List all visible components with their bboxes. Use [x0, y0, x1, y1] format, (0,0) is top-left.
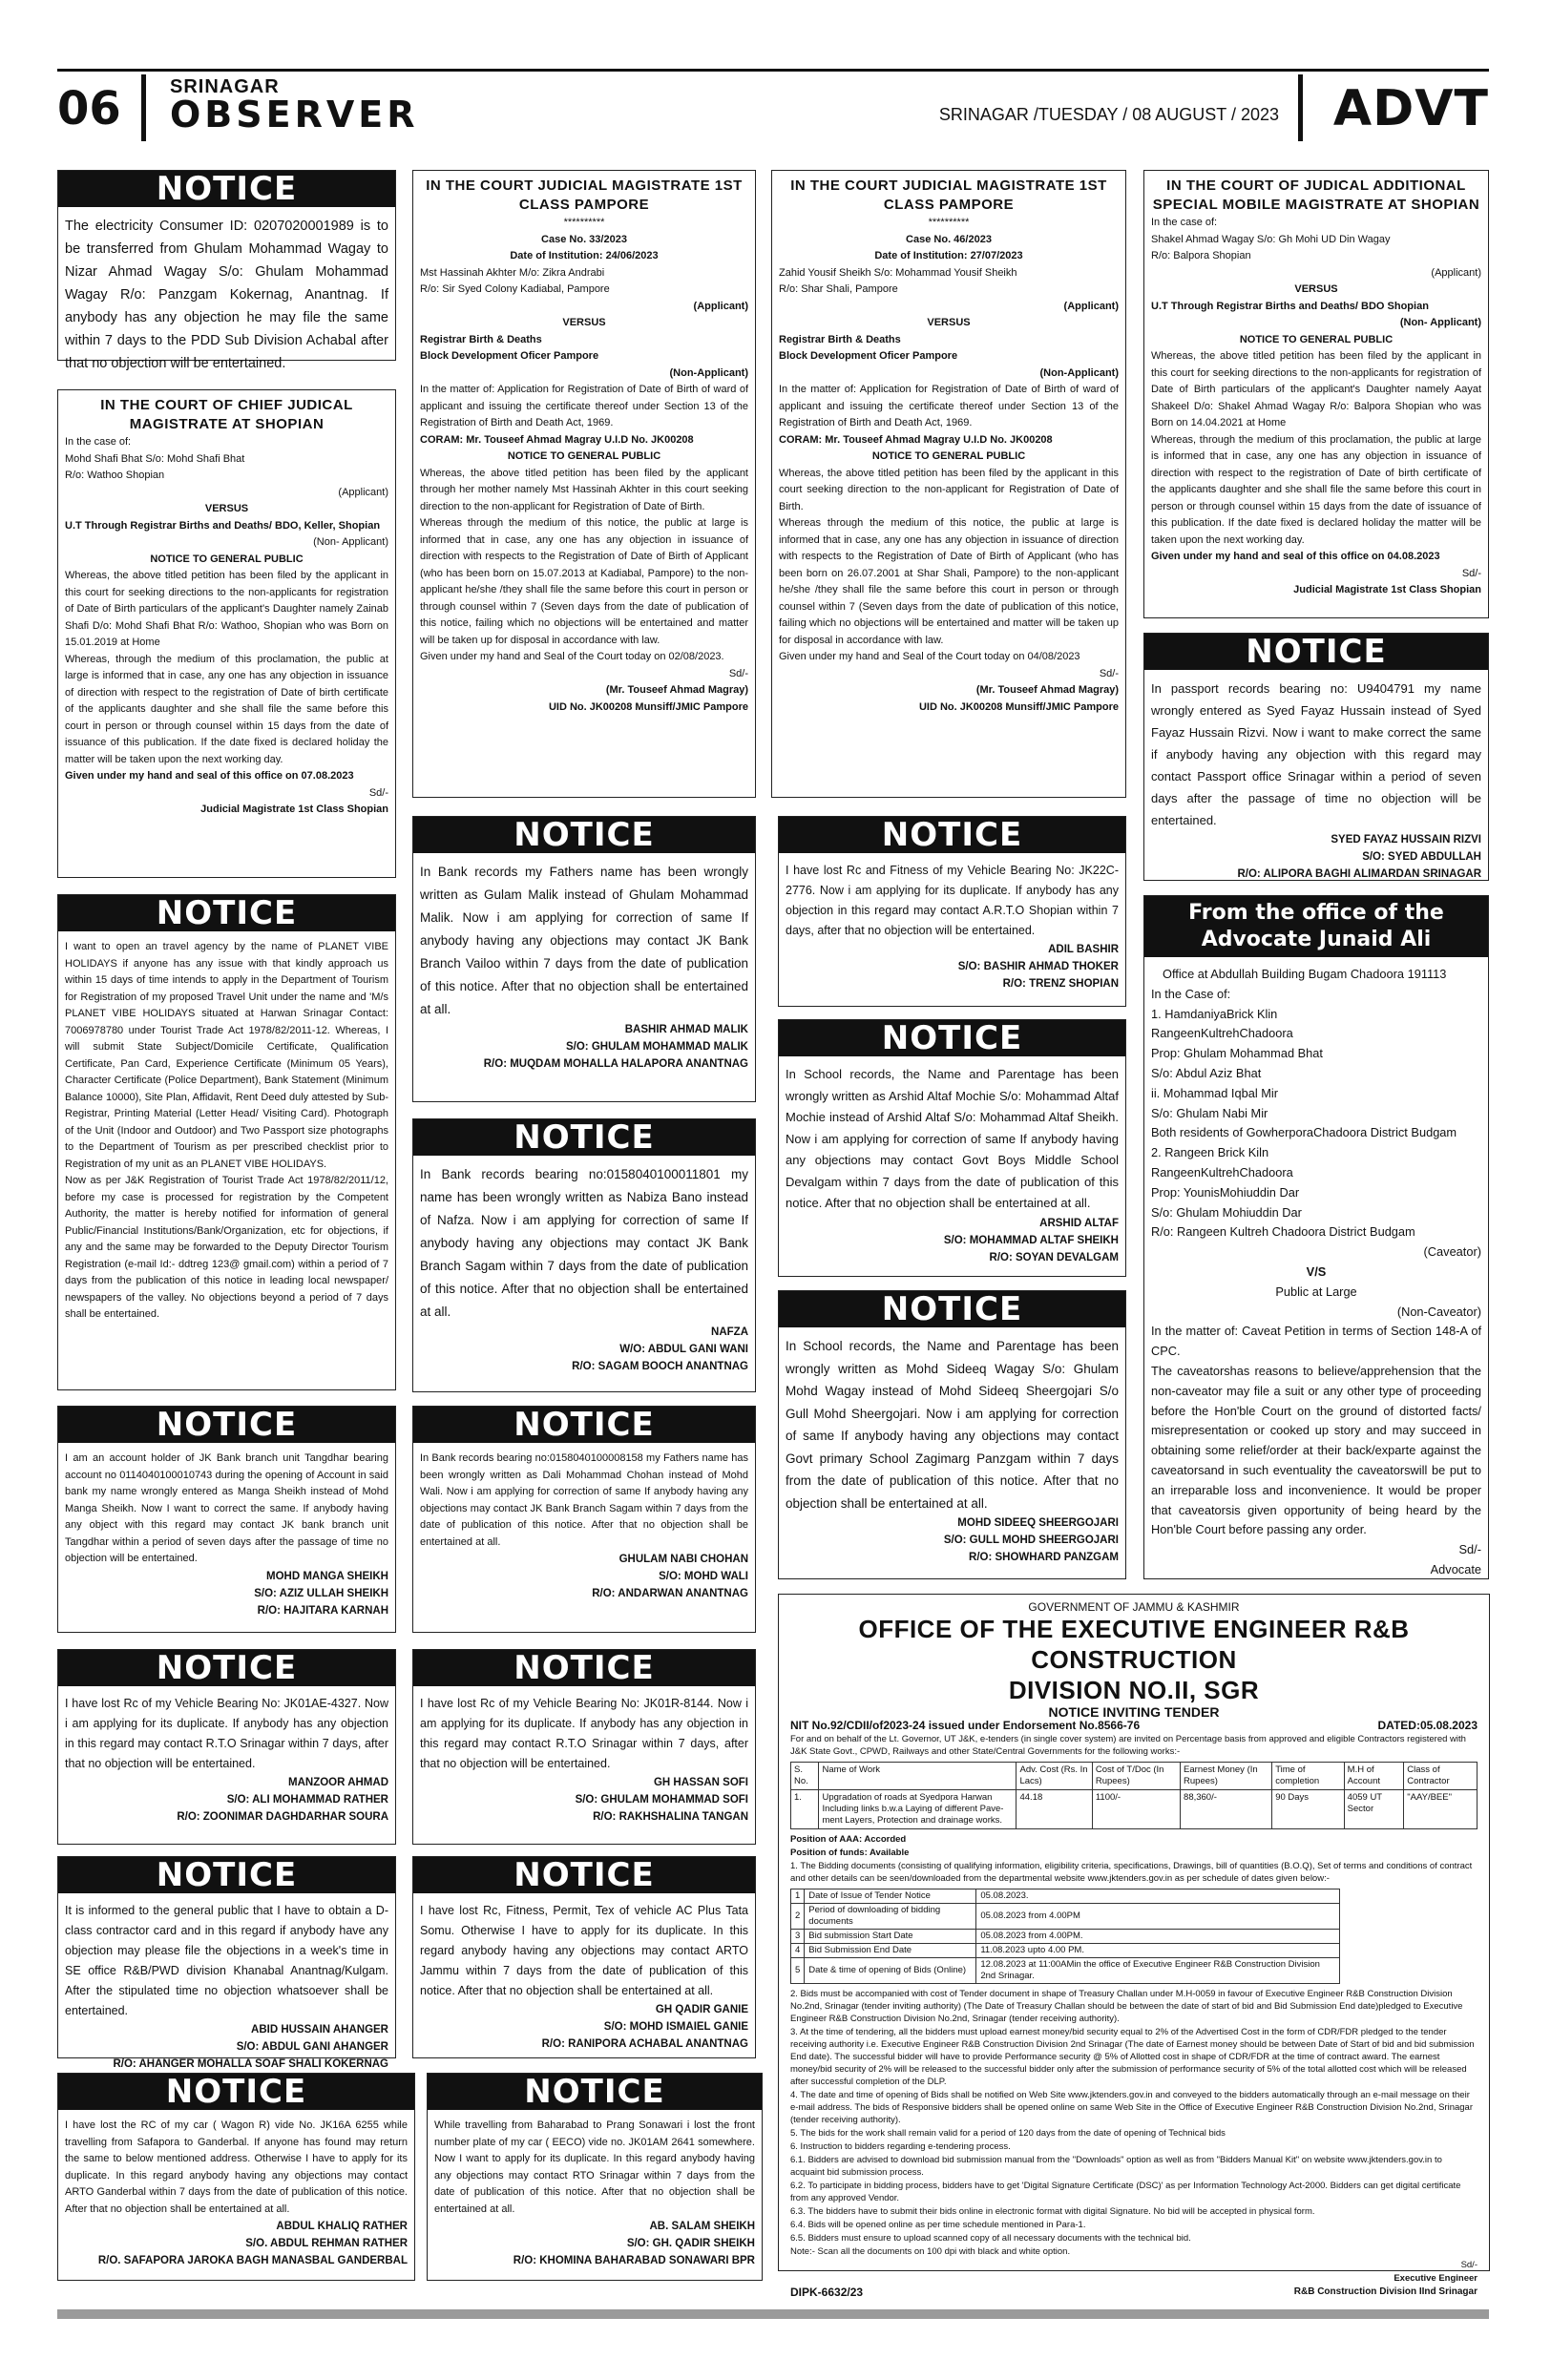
notice-title: NOTICE TO GENERAL PUBLIC [150, 553, 304, 565]
cell: Period of downloading of bidding documents [805, 1904, 976, 1930]
notice-heading: NOTICE [1144, 634, 1488, 670]
applicant-name: Shakel Ahmad Wagay S/o: Gh Mohi UD Din Wagay [1151, 233, 1391, 245]
signer-name: AB. SALAM SHEIKH [649, 2221, 755, 2232]
signer-parent: S/O: MOHAMMAD ALTAF SHEIKH [943, 1234, 1119, 1246]
notice-body: In Bank records bearing no:0158040100011801 my name has been wrongly written as Nabiza Bano instead of Nafza. Now i am applying for correction of same If anybody having any objections may contact JK Bank Branch Sagam within 7 days from the date of publication of this notice. After that no objection shall be entertained at all. [420, 1167, 748, 1319]
advocate-caveat-notice [1143, 895, 1489, 1579]
table-row [791, 1790, 1478, 1829]
notice-vehicle-docs [412, 1856, 756, 2058]
cell: 4059 UT Sector [1344, 1790, 1404, 1829]
court-title: IN THE COURT OF CHIEF JUDICAL MAGISTRATE AT SHOPIAN [100, 397, 353, 432]
advocate-office: Office at Abdullah Building Bugam Chadoora 191113 [1163, 967, 1447, 981]
public-label: Public at Large [1275, 1284, 1357, 1299]
signer-name: ABID HUSSAIN AHANGER [251, 2024, 388, 2036]
coram: CORAM: Mr. Touseef Ahmad Magray U.I.D No. JK00208 [779, 433, 1053, 446]
signature-block [65, 1568, 388, 1619]
col-header: Adv. Cost (Rs. In Lacs) [1017, 1763, 1092, 1790]
applicant-name: Mst Hassinah Akhter M/o: Zikra Andrabi [420, 266, 605, 279]
signature-block [786, 1215, 1119, 1266]
applicant-address: R/o: Wathoo Shopian [65, 470, 165, 481]
signature-block [434, 2218, 755, 2269]
tender-title: OFFICE OF THE EXECUTIVE ENGINEER R&B CONSTRUCTION [858, 1615, 1410, 1674]
cell: 11.08.2023 upto 4.00 PM. [976, 1944, 1340, 1958]
notice-body: I have lost Rc and Fitness of my Vehicle Bearing No: JK22C-2776. Now i am applying for its duplicate. If anybody has any objection in this regard may contact A.R.T.O Shopian within 7 days, after that no objection will be entertained. [786, 864, 1119, 937]
clause: 6.5. Bidders must ensure to upload scanned copy of all necessary documents with the technical bid. [790, 2233, 1191, 2244]
signer-parent: S/O: MOHD WALI [659, 1571, 748, 1582]
signer-name: ARSHID ALTAF [1039, 1217, 1119, 1229]
signer-address: R/O: ANDARWAN ANANTNAG [592, 1588, 748, 1599]
signer-address: R/O: AHANGER MOHALLA SOAF SHALI KOKERNAG [113, 2058, 388, 2070]
position-aaa: Position of AAA: Accorded [790, 1834, 907, 1845]
institution-date: Date of Institution: 27/07/2023 [874, 250, 1023, 261]
signatory: Judicial Magistrate 1st Class Shopian [1293, 584, 1481, 595]
tender-note: Note:- Scan all the documents on 100 dpi with black and white option. [790, 2246, 1071, 2257]
signature-sd: Sd/- [368, 786, 388, 799]
signer-address: R/O: SHOWHARD PANZGAM [969, 1552, 1119, 1563]
court-title: IN THE COURT JUDICIAL MAGISTRATE 1ST CLASS PAMPORE [790, 177, 1107, 213]
applicant-label: (Applicant) [1431, 266, 1481, 279]
signer-parent: S/O: ABDUL GANI AHANGER [236, 2041, 388, 2053]
court-paragraph: Whereas through the medium of this notice, the public at large is informed that in case, any one has any objection in issuance of direction with respects to the Registration of Date of Birth of Applicant (who has been born on 15.07.2013 at Kadiabal, Pampore) to the non-applicant he/she /they shall file the same before this court in person or through counsel within 7 (Seven days from the date of publication of this notice, failing which no objections will be entertained and matter will be taken up for disposal in accordance with law. [420, 517, 748, 646]
signer-address: R/O. SAFAPORA JAROKA BAGH MANASBAL GANDERBAL [97, 2255, 408, 2266]
matter: In the matter of: Application for Registration of Date of Birth of ward of applicant and issuing the certificate thereof under Section 13 of the Registration of Birth and Death Act, 1969. [420, 384, 748, 428]
notice-body: Now as per J&K Registration of Tourist Trade Act 1978/82/2011/12, before my case is processed for registration by the Competent Authority, the matter is hereby notified for information of general Public/Financial Institutions/Bank/Organization, etc for objections, if any and the same may be forwarded to the Deputy Director Tourism Registration (e-mail Id:- ddtreg 123@ gmail.com) within a period of 7 days from the publication of this notice in leading local newspaper/ newspapers of the valley. No objections beyond a period of 7 days shall be entertained. [65, 1175, 388, 1320]
col-header: M.H of Account [1344, 1763, 1404, 1790]
notice-body: In School records, the Name and Parentage has been wrongly written as Arshid Altaf Mochie S/o: Mohammad Altaf Mochie instead of Arshid Altaf S/o: Mohammad Altaf Sheikh. Now i am applying for correction of same If anybody having any objections may contact Govt Boys Middle School Devalgam within 7 days from the date of publication of this notice. After that no objection shall be entertained at all. [786, 1067, 1119, 1210]
notice-heading: NOTICE [779, 1020, 1125, 1056]
caveator-line: 2. Rangeen Brick Kiln [1151, 1145, 1269, 1160]
signer-name: GH QADIR GANIE [655, 2004, 748, 2015]
clause: 6.1. Bidders are advised to download bid submission manual from the "Downloads" option as well as from "Bidders Manual Kit" on website www.jktenders.gov.in to acquaint bid submission process. [790, 2155, 1442, 2178]
top-rule [57, 69, 1489, 72]
signer-address: R/O: SAGAM BOOCH ANANTNAG [572, 1361, 748, 1372]
notice-body: While travelling from Baharabad to Prang Sonawari i lost the front number plate of my car ( EECO) vide no. JK01AM 2641 somewhere. Now I want to apply for its duplicate. In this regard anybody having any objections may contact RTO Srinagar within 7 days from the date of publication of this notice. After that no objection shall be entertained at all. [434, 2119, 755, 2215]
notice-passport [1143, 633, 1489, 881]
works-table [790, 1762, 1478, 1829]
given-line: Given under my hand and seal of this office on 07.08.2023 [65, 770, 354, 782]
applicant-address: R/o: Balpora Shopian [1151, 250, 1251, 261]
respondent: Block Development Oficer Pampore [420, 350, 599, 362]
table-row [791, 1904, 1340, 1930]
notice-body: The electricity Consumer ID: 0207020001989 is to be transferred from Ghulam Mohammad Wagay to Nizar Ahmad Wagay S/o: Ghulam Mohammad Wagay R/o: Panzgam Kokernag, Anantnag. If anybody has any objection he may file the same within 7 days to the PDD Sub Division Achabal after that no objection will be entertained. [65, 219, 388, 371]
court-paragraph: Whereas, through the medium of this proclamation, the public at large is informed that in case, any one has any objection in issuance of direction with respect to the registration of Date of birth certificate of the applicants daughter and she shall file the same before this court in person or through counsel within 15 days from the date of issuance of this publication. If the date fixed is declared holiday the matter will be taken upon the next working day. [1151, 433, 1481, 546]
court-paragraph: Whereas, the above titled petition has been filed by the applicant in this court seeking direction to the non-applicant for Registration of Date of Birth. [779, 467, 1119, 512]
table-row [791, 1889, 1340, 1904]
clause: 5. The bids for the work shall remain valid for a period of 120 days from the date of opening of Technical bids [790, 2128, 1226, 2139]
col-header: Earnest Money (In Rupees) [1181, 1763, 1272, 1790]
signature-sd: Sd/- [1099, 667, 1119, 679]
court-paragraph: Whereas, the above titled petition has been filed by the applicant through her mother namely Mst Hassinah Akhter in this court seeking direction to the non-applicant for Registration of Date of Birth. [420, 467, 748, 512]
clause: 6.3. The bidders have to submit their bids online in electronic format with digital Signature. No bid will be accepted in physical form. [790, 2206, 1315, 2217]
signer-address: R/O: RANIPORA ACHABAL ANANTNAG [541, 2038, 748, 2050]
signature-block [420, 1021, 748, 1073]
signer-parent: S/O: GULL MOHD SHEERGOJARI [943, 1534, 1119, 1546]
respondent: Block Development Oficer Pampore [779, 350, 958, 362]
notice-contractor-card [57, 1856, 396, 2070]
brand-top: SRINAGAR [170, 76, 280, 97]
signer-address: R/O: ALIPORA BAGHI ALIMARDAN SRINAGAR [1237, 868, 1481, 880]
case-intro: In the case of: [65, 436, 132, 448]
notice-body: In passport records bearing no: U9404791 my name wrongly entered as Syed Fayaz Hussain instead of Syed Fayaz Hussain Rizvi. Now i want to make correct the same if anybody having any objection with this regard may contact Passport office Srinagar within a period of seven days after the passage of time no objection will be entertained. [1151, 681, 1481, 827]
caveator-line: ii. Mohammad Iqbal Mir [1151, 1085, 1278, 1100]
signer-name: BASHIR AHMAD MALIK [624, 1024, 748, 1035]
col-header: Cost of T/Doc (In Rupees) [1092, 1763, 1180, 1790]
court-notice-cjm-shopian [57, 389, 396, 878]
signer-parent: S/O: AZIZ ULLAH SHEIKH [254, 1587, 388, 1599]
signer-name: MOHD MANGA SHEIKH [266, 1570, 388, 1582]
nit-date: DATED:05.08.2023 [1377, 1719, 1478, 1732]
cell: 4 [791, 1944, 805, 1958]
position-funds: Position of funds: Available [790, 1848, 910, 1858]
table-row [791, 1930, 1340, 1944]
notice-heading: NOTICE [58, 1407, 395, 1443]
notice-heading: NOTICE [413, 1650, 755, 1686]
case-intro: In the Case of: [1151, 986, 1231, 1001]
signature-sd: Sd/- [1461, 567, 1481, 579]
signer-address: R/O: SOYAN DEVALGAM [989, 1251, 1119, 1263]
applicant-label: (Applicant) [693, 300, 748, 312]
signatory: Advocate [1430, 1561, 1481, 1576]
signer-name: GH HASSAN SOFI [653, 1777, 748, 1788]
notice-body: It is informed to the general public that I have to obtain a D-class contractor card and in this regard if anybody have any objection may please file the objections in a week's time in SE office R&B/PWD division Khanabal Anantnag/Kulgam. After the stipulated time no objection whatsoever shall be entertained. [65, 1904, 388, 2017]
notice-body: I have lost Rc of my Vehicle Bearing No: JK01AE-4327. Now i am applying for its duplicate. If anybody has any objection in this regard may contact R.T.O Srinagar within 7 days, after that no objection will be entertained. [65, 1697, 388, 1770]
table-row [791, 1944, 1340, 1958]
stars: ********** [563, 217, 605, 228]
non-applicant-label: (Non- Applicant) [1399, 317, 1481, 328]
notice-title: NOTICE TO GENERAL PUBLIC [1239, 333, 1394, 345]
signer-address: R/O: RAKHSHALINA TANGAN [593, 1811, 748, 1823]
signatory: (Mr. Touseef Ahmad Magray) [605, 684, 748, 696]
header-divider [1298, 74, 1303, 141]
notice-heading: NOTICE [413, 1857, 755, 1893]
stars: ********** [928, 217, 970, 228]
section-label: ADVT [1332, 80, 1489, 137]
applicant-address: R/o: Sir Syed Colony Kadiabal, Pampore [420, 283, 610, 295]
signature-block [65, 2218, 408, 2269]
signatory-uid: UID No. JK00208 Munsiff/JMIC Pampore [548, 700, 748, 713]
versus-label: V/S [1306, 1263, 1327, 1279]
caveator-line: Prop: Ghulam Mohammad Bhat [1151, 1046, 1323, 1061]
court-paragraph: Whereas through the medium of this notice, the public at large is informed that in case, any one has any objection in issuance of direction with respects to the Registration of Date of Birth of Applicant (who has been born on 26.07.2001 at Shar Shali, Pampore) to the non-applicant he/she /they shall file the same before this court in person or through counsel within 7 (Seven days from the date of publication of this notice, failing which no objections will be entertained and matter will be taken up for disposal in accordance with law. [779, 517, 1119, 646]
notice-account-correction [57, 1406, 396, 1633]
clause: 6.4. Bids will be opened online as per time schedule mentioned in Para-1. [790, 2220, 1086, 2230]
respondent: U.T Through Registrar Births and Deaths/ BDO Shopian [1151, 300, 1429, 312]
notice-rc-fitness [778, 816, 1126, 1007]
signer-name: MANZOOR AHMAD [288, 1777, 388, 1788]
applicant-label: (Applicant) [338, 486, 388, 498]
signer-name: ABDUL KHALIQ RATHER [276, 2221, 408, 2232]
col-header: Class of Contractor [1404, 1763, 1478, 1790]
signer-parent: W/O: ABDUL GANI WANI [619, 1344, 748, 1355]
tender-ref-row [790, 1719, 1478, 1732]
notice-bank-name [412, 1118, 756, 1392]
cell: 05.08.2023. [976, 1889, 1340, 1904]
caveator-line: RangeenKultrehChadoora [1151, 1026, 1293, 1041]
clause: 3. At the time of tendering, all the bidders must upload earnest money/bid security equal to 2% of the Advertised Cost in the form of CDR/FDR pledged to the tender receiving authority i.e. Executive Engineer R&B Construction Division 2nd Srinagar (The date of Earnest money should be between Date of Start of bid and bid submission End date). The successful bidder will have to provide Performance security @ 5% of Allotted cost in shape of CDR/FDR at the time of contract award. The earnest money/bid security of 2% will be released to the successful bidder only after the submission of performance security of 5% of the total allotted cost which will be released after successful completion of the DLP. [790, 2027, 1475, 2087]
notice-heading: NOTICE [58, 2074, 414, 2110]
court-paragraph: Whereas, the above titled petition has been filed by the applicant in this court for seeking directions to the non-applicants for registration of Date of Birth particulars of the applicant's Daughter namely Aayat Shakeel D/o: Shakel Ahmad Wagay R/o: Balpora Shopian who was Born on 14.04.2021 at Home [1151, 350, 1481, 428]
signer-address: R/O: HAJITARA KARNAH [257, 1604, 388, 1617]
page-number: 06 [57, 82, 121, 136]
signature-sd: Sd/- [728, 667, 748, 679]
caveator-line: Both residents of GowherporaChadoora District Budgam [1151, 1125, 1457, 1140]
brand-logo: OBSERVER [170, 94, 419, 136]
court-paragraph: Whereas, the above titled petition has been filed by the applicant in this court for seeking directions to the non-applicants for registration of Date of Birth particulars of the applicant's Daughter namely Zainab Shafi D/o: Mohd Shafi Bhat R/o: Wathoo, Shopian who was Born on 15.01.2019 at Home [65, 570, 388, 648]
cell: 90 Days [1272, 1790, 1344, 1829]
signer-parent: S/O: GHULAM MOHAMMAD SOFI [575, 1794, 748, 1806]
signer-name: MOHD SIDEEQ SHEERGOJARI [957, 1517, 1119, 1529]
signer-parent: S/O: GHULAM MOHAMMAD MALIK [565, 1041, 748, 1053]
notice-heading: NOTICE [58, 1857, 395, 1893]
tender-gov: GOVERNMENT OF JAMMU & KASHMIR [1028, 1600, 1240, 1614]
clause: 1. The Bidding documents (consisting of qualifying information, eligibility criteria, specifications, Drawings, bill of quantities (B.O.Q), Set of terms and conditions of contract and other details can be seen/downloaded from the departmental website www.jktenders.gov.in as per schedule of dates given below:- [790, 1861, 1473, 1884]
signatory: Judicial Magistrate 1st Class Shopian [200, 804, 388, 815]
tender-notice [778, 1594, 1490, 2299]
notice-heading: NOTICE [779, 1291, 1125, 1327]
tender-subtitle: NOTICE INVITING TENDER [1048, 1704, 1220, 1720]
cell: Upgradation of roads at Syedpora Harwan Including links b.w.a Laying of different Pave-ment Layers, Protection and drainage works. [819, 1790, 1017, 1829]
signature-sd: Sd/- [1460, 2260, 1478, 2270]
caveator-line: S/o: Ghulam Mohiuddin Dar [1151, 1204, 1302, 1220]
cell: Bid Submission End Date [805, 1944, 976, 1958]
caveator-line: RangeenKultrehChadoora [1151, 1164, 1293, 1180]
versus-label: VERSUS [562, 317, 606, 328]
notice-body: I have lost the RC of my car ( Wagon R) vide No. JK16A 6255 while travelling from Safapora to Ganderbal. If anyone has found may return the same to below mentioned address. Otherwise I have to apply for its duplicate. In this regard anybody having any objections may contact ARTO Ganderbal within 7 days from the date of publication of this notice. After that no objection shall be entertained at all. [65, 2119, 408, 2215]
cell: 88,360/- [1181, 1790, 1272, 1829]
signature-block [786, 1514, 1119, 1566]
clause: 6.2. To participate in bidding process, bidders have to get 'Digital Signature Certificate (DSC)' as per Information Technology Act-2000. Bidders can get digital certificate from any approved Vendor. [790, 2181, 1461, 2203]
cell: 05.08.2023 from 4.00PM. [976, 1930, 1340, 1944]
cell: 1 [791, 1889, 805, 1904]
signature-block [65, 2021, 388, 2073]
notice-heading: NOTICE [428, 2074, 762, 2110]
notice-heading: NOTICE [779, 817, 1125, 853]
cell: 1100/- [1092, 1790, 1180, 1829]
signer-parent: S/O: ALI MOHAMMAD RATHER [226, 1794, 388, 1806]
institution-date: Date of Institution: 24/06/2023 [510, 250, 659, 261]
non-applicant-label: (Non-Applicant) [669, 366, 748, 379]
given-line: Given under my hand and Seal of the Court today on 02/08/2023. [420, 651, 724, 662]
court-notice-asmm-shopian [1143, 170, 1489, 618]
cell: 1. [791, 1790, 819, 1829]
non-applicant-label: (Non- Applicant) [313, 536, 388, 548]
signatory-office: R&B Construction Division IInd Srinagar [1293, 2286, 1478, 2297]
case-number: Case No. 46/2023 [906, 233, 992, 245]
notice-body: I want to open an travel agency by the name of PLANET VIBE HOLIDAYS if anyone has any issue with that kindly approach us within 15 days of time intends to apply in the Department of Tourism for Registration of my proposed Travel Unit under the name and 'M/s PLANET VIBE HOLIDAYS situated at Harwan Srinagar Contact: 7006978780 under Tourist Trade Act 1978/82/2011-12. Whereas, I will submit State Subject/Domicile Certificate, Qualification Certificate, Pan Card, Experience Certificate (Minimum 05 Years), Character Certificate (Police Department), Bank Statement (Minimum Balance 10000), Site Plan, Affidavit, Rent Deed duly attested by Sub-Registrar, Printing Material (Letter Head/ Visiting Card). Photograph of the Unit (Indoor and Outdoor) and Two Passport size photographs to the Department of Tourism as per prescribed checklist prior to Registration of my unit as an PLANET VIBE HOLIDAYS. [65, 941, 388, 1170]
works-header-row [791, 1763, 1478, 1790]
notice-body: In Bank records my Fathers name has been wrongly written as Gulam Malik instead of Ghulam Mohammad Malik. Now i am applying for correction of same If anybody having any objections may contact JK Bank Branch Vailoo within 7 days from the date of publication of this notice. After that no objection shall be entertained at all. [420, 865, 748, 1016]
caveator-label: (Caveator) [1423, 1244, 1481, 1260]
page-header [57, 74, 1489, 141]
signature-block [420, 2001, 748, 2053]
clause: 2. Bids must be accompanied with cost of Tender document in shape of Treasury Challan under M.H-0059 in favour of Executive Engineer R&B Construction Division No.2nd, Srinagar (tender inviting authority) (The Date of Treasury Challan should be between the date of start of bid and Bid Submission End date)pledged to Executive Engineer R&B Construction Division No.2nd, Srinagar (tender receiving authority). [790, 1989, 1463, 2024]
advocate-paragraph: The caveatorshas reasons to believe/apprehension that the non-caveator may file a suit or any other type of proceeding before the Hon'ble Court on the ground of distorted facts/ misrepresentation or cooked up story and may succeed in obtaining some relief/order at their back/exparte against the caveatorsand in such eventuality the caveatorswill be put to an irreparable loss and inconvenience. It would be proper that caveatorsis given opportunity of being heard by the Hon'ble Court before passing any order. [1151, 1363, 1481, 1537]
cell: Bid submission Start Date [805, 1930, 976, 1944]
signer-address: R/O: MUQDAM MOHALLA HALAPORA ANANTNAG [483, 1058, 748, 1070]
notice-rc-lost-2 [412, 1649, 756, 1845]
notice-school-records-2 [778, 1290, 1126, 1579]
date-line: SRINAGAR /TUESDAY / 08 AUGUST / 2023 [938, 105, 1279, 124]
notice-heading: NOTICE [413, 1407, 755, 1443]
applicant-name: Zahid Yousif Sheikh S/o: Mohammad Yousif Sheikh [779, 266, 1017, 279]
cell: 05.08.2023 from 4.00PM [976, 1904, 1340, 1930]
cell: Date of Issue of Tender Notice [805, 1889, 976, 1904]
signature-block [65, 1774, 388, 1826]
caveator-line: R/o: Rangeen Kultreh Chadoora District Budgam [1151, 1224, 1415, 1240]
notice-title: NOTICE TO GENERAL PUBLIC [507, 450, 661, 462]
non-caveator-label: (Non-Caveator) [1396, 1304, 1481, 1319]
signature-sd: Sd/- [1458, 1542, 1481, 1557]
non-applicant-label: (Non-Applicant) [1039, 366, 1119, 379]
signer-address: R/O: ZOONIMAR DAGHDARHAR SOURA [177, 1811, 388, 1823]
cell: 5 [791, 1958, 805, 1984]
notice-body: In Bank records bearing no:0158040100008158 my Fathers name has been wrongly written as Dali Mohammad Chohan instead of Mohd Wali. Now i am applying for correction of same If anybody having any objections may contact JK Bank Branch Sagam within 7 days from the date of publication of this notice. After that no objection shall be entertained at all. [420, 1452, 748, 1548]
court-notice-pampore-46 [771, 170, 1126, 798]
coram: CORAM: Mr. Touseef Ahmad Magray U.I.D No. JK00208 [420, 433, 694, 446]
signer-address: R/O: KHOMINA BAHARABAD SONAWARI BPR [513, 2255, 755, 2266]
applicant-name: Mohd Shafi Bhat S/o: Mohd Shafi Bhat [65, 452, 245, 465]
respondent: Registrar Birth & Deaths [779, 333, 901, 345]
clause: 4. The date and time of opening of Bids shall be notified on Web Site www.jktenders.gov.in and conveyed to the bidders automatically through an e-mail message on their e-mail address. The bids of Responsive bidders shall be opened online on same Web Site in the Office of Executive Engineer R&B Construction Division No.2nd, Srinagar (tender receiving authority). [790, 2090, 1474, 2125]
signer-name: GHULAM NABI CHOHAN [618, 1554, 748, 1565]
cell: Date & time of opening of Bids (Online) [805, 1958, 976, 1984]
given-line: Given under my hand and Seal of the Court today on 04/08/2023 [779, 651, 1080, 662]
notice-bank-father-name [412, 816, 756, 1102]
notice-number-plate [427, 2073, 763, 2281]
caveator-line: 1. HamdaniyaBrick Klin [1151, 1006, 1278, 1021]
schedule-table [790, 1889, 1340, 1984]
table-row [791, 1958, 1340, 1984]
advocate-paragraph: In the matter of: Caveat Petition in terms of Section 148-A of CPC. [1151, 1324, 1481, 1359]
given-line: Given under my hand and seal of this office on 04.08.2023 [1151, 551, 1440, 562]
signer-name: ADIL BASHIR [1048, 944, 1119, 955]
court-notice-pampore-33 [412, 170, 756, 798]
notice-body: I am an account holder of JK Bank branch unit Tangdhar bearing account no 0114040100010743 during the opening of Account in said bank my name wrongly entered as Manga Sheikh instead of Mohd Manga Sheikh. Now I want to correct the same. If anybody having any object with this regard may contact JK bank branch unit Tangdhar within a period of seven days after the passage of time no objection will be entertained. [65, 1452, 388, 1564]
signature-block [786, 941, 1119, 992]
signer-name: SYED FAYAZ HUSSAIN RIZVI [1331, 834, 1481, 846]
notice-body: I have lost Rc of my Vehicle Bearing No: JK01R-8144. Now i am applying for its duplicate. If anybody has any objection in this regard may contact R.T.O Srinagar within 7 days, after that no objection will be entertained. [420, 1697, 748, 1770]
cell: 12.08.2023 at 11:00AMin the office of Executive Engineer R&B Construction Division 2nd Srinagar. [976, 1958, 1340, 1984]
cell: 3 [791, 1930, 805, 1944]
versus-label: VERSUS [927, 317, 971, 328]
notice-body: I have lost Rc, Fitness, Permit, Tex of vehicle AC Plus Tata Somu. Otherwise I have to apply for its duplicate. In this regard anybody having any objections may contact ARTO Jammu within 7 days from the date of publication of this notice. After that no objection shall be entertained at all. [420, 1904, 748, 1997]
matter: In the matter of: Application for Registration of Date of Birth of ward of applicant and issuing the certificate thereof under Section 13 of the Registration of Birth and Death Act, 1969. [779, 384, 1119, 428]
notice-body: In School records, the Name and Parentage has been wrongly written as Mohd Sideeq Wagay S/o: Ghulam Mohd Wagay instead of Mohd Sideeq Sheergojari S/o Gull Mohd Sheergojari. Now i am applying for correction of same If anybody having any objections may contact Govt primary School Zagimarg Panzgam within 7 days from the date of publication of this notice. After that no objection shall be entertained at all. [786, 1339, 1119, 1511]
advocate-heading: From the office of the Advocate Junaid Ali [1144, 896, 1488, 957]
applicant-label: (Applicant) [1063, 300, 1119, 312]
notice-title: NOTICE TO GENERAL PUBLIC [871, 450, 1026, 462]
notice-rc-lost [57, 1649, 396, 1845]
signer-address: R/O: TRENZ SHOPIAN [1002, 978, 1119, 990]
caveator-line: Prop: YounisMohiuddin Dar [1151, 1184, 1300, 1200]
signer-parent: S/O. ABDUL REHMAN RATHER [245, 2238, 408, 2249]
notice-heading: NOTICE [58, 895, 395, 931]
notice-heading: NOTICE [58, 171, 395, 207]
col-header: Name of Work [819, 1763, 1017, 1790]
court-title: IN THE COURT OF JUDICAL ADDITIONAL SPECIAL MOBILE MAGISTRATE AT SHOPIAN [1152, 177, 1480, 213]
tender-title-2: DIVISION NO.II, SGR [1008, 1676, 1260, 1704]
signer-parent: S/O: BASHIR AHMAD THOKER [957, 961, 1119, 972]
court-title: IN THE COURT JUDICIAL MAGISTRATE 1ST CLASS PAMPORE [426, 177, 743, 213]
tender-intro: For and on behalf of the Lt. Governor, UT J&K, e-tenders (in single cover system) are invited on Percentage basis from approved and eligible Contractors registered with J&K State Govt., CPWD, Railways and other State/Central Governments for the following works:- [790, 1734, 1466, 1757]
cell: "AAY/BEE" [1404, 1790, 1478, 1829]
col-header: S. No. [791, 1763, 819, 1790]
notice-electricity [57, 170, 396, 371]
case-intro: In the case of: [1151, 217, 1218, 228]
signer-parent: S/O: GH. QADIR SHEIKH [626, 2238, 755, 2249]
applicant-address: R/o: Shar Shali, Pampore [779, 283, 898, 295]
notice-travel-agency [57, 894, 396, 1390]
signatory: Executive Engineer [1394, 2273, 1478, 2284]
notice-heading: NOTICE [58, 1650, 395, 1686]
notice-heading: NOTICE [413, 1119, 755, 1156]
signer-parent: S/O: SYED ABDULLAH [1362, 851, 1481, 863]
bottom-rule [57, 2309, 1489, 2319]
caveator-line: S/o: Abdul Aziz Bhat [1151, 1065, 1262, 1080]
cell: 2 [791, 1904, 805, 1930]
notice-car-rc [57, 2073, 415, 2281]
versus-label: VERSUS [1294, 283, 1338, 295]
caveator-line: S/o: Ghulam Nabi Mir [1151, 1105, 1268, 1120]
cell: 44.18 [1017, 1790, 1092, 1829]
notice-heading: NOTICE [413, 817, 755, 853]
signature-block [420, 1324, 748, 1375]
signature-block [420, 1774, 748, 1826]
tender-footer-row [790, 2286, 1478, 2299]
case-number: Case No. 33/2023 [541, 233, 627, 245]
dipk-number: DIPK-6632/23 [790, 2286, 864, 2299]
signature-block [1151, 831, 1481, 883]
versus-label: VERSUS [204, 503, 249, 514]
notice-school-records [778, 1019, 1126, 1277]
nit-number: NIT No.92/CDII/of2023-24 issued under Endorsement No.8566-76 [790, 1719, 1141, 1732]
signature-block [420, 1551, 748, 1602]
signer-name: NAFZA [711, 1326, 748, 1338]
respondent: U.T Through Registrar Births and Deaths/ BDO, Keller, Shopian [65, 519, 381, 532]
signatory: (Mr. Touseef Ahmad Magray) [975, 684, 1119, 696]
header-divider [141, 74, 146, 141]
court-paragraph: Whereas, through the medium of this proclamation, the public at large is informed that in case, any one has any objection in issuance of direction with respect to the registration of Date of birth certificate of the applicants daughter and she shall file the same before this court in person or through counsel within 15 days from the date of issuance of this publication. If the date fixed is declared holiday the matter will be taken upon the next working day. [65, 653, 388, 765]
signer-parent: S/O: MOHD ISMAIEL GANIE [603, 2021, 748, 2033]
notice-bank-father-name-2 [412, 1406, 756, 1633]
signatory-uid: UID No. JK00208 Munsiff/JMIC Pampore [918, 700, 1119, 713]
respondent: Registrar Birth & Deaths [420, 333, 542, 345]
col-header: Time of completion [1272, 1763, 1344, 1790]
clause: 6. Instruction to bidders regarding e-tendering process. [790, 2141, 1011, 2152]
